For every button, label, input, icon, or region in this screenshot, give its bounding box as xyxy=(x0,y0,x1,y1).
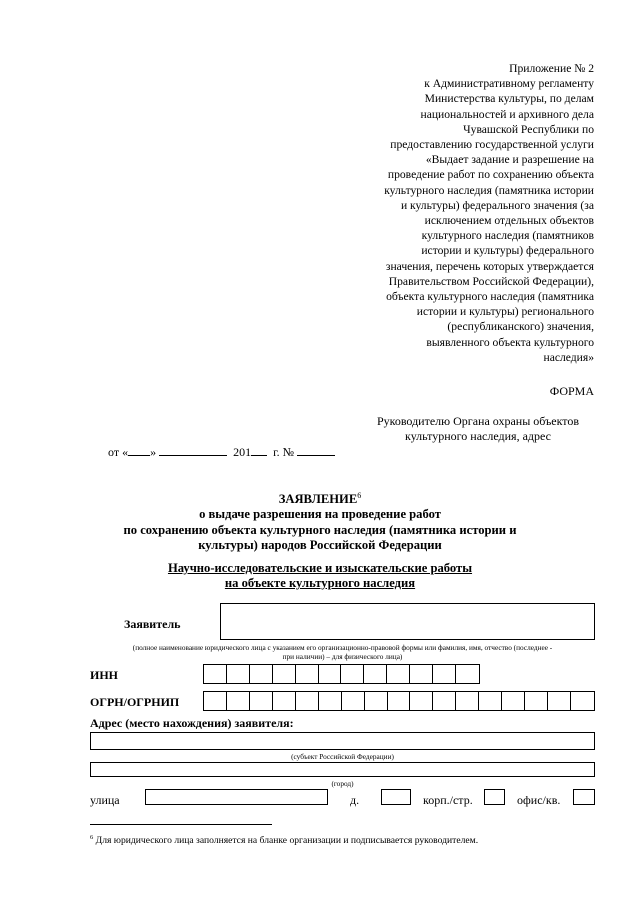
inn-cell-2[interactable] xyxy=(227,665,250,683)
address-label: Адрес (место нахождения) заявителя: xyxy=(90,716,294,730)
house-field[interactable] xyxy=(381,789,411,805)
addressee-line-1: Руководителю Органа охраны объектов xyxy=(376,414,580,428)
inn-cell-11[interactable] xyxy=(433,665,456,683)
ogrn-cell-16[interactable] xyxy=(548,692,571,710)
ogrn-cell-7[interactable] xyxy=(342,692,365,710)
appendix-line-20: наследия» xyxy=(543,350,594,364)
addressee-line-2: культурного наследия, адрес xyxy=(405,429,551,443)
title-line-1: о выдаче разрешения на проведение работ xyxy=(199,507,441,522)
house-label: д. xyxy=(350,793,360,807)
city-field[interactable] xyxy=(90,762,595,777)
subtitle-line-2: на объекте культурного наследия xyxy=(224,576,416,591)
inn-cell-9[interactable] xyxy=(387,665,410,683)
inn-cell-10[interactable] xyxy=(410,665,433,683)
ogrn-cell-3[interactable] xyxy=(250,692,273,710)
inn-cell-4[interactable] xyxy=(273,665,296,683)
addressee-block xyxy=(360,414,596,444)
year-prefix: 201 xyxy=(233,445,252,459)
subtitle-line-1: Научно-исследовательские и изыскательские работы xyxy=(167,561,473,575)
inn-cell-12[interactable] xyxy=(456,665,479,683)
inn-label: ИНН xyxy=(90,668,119,682)
appendix-line-17: истории и культуры) регионального xyxy=(416,305,594,319)
city-hint: (город) xyxy=(331,779,354,788)
appendix-line-5: Чувашской Республики по xyxy=(463,122,594,136)
appendix-line-1: Приложение № 2 xyxy=(509,62,594,75)
applicant-hint-1: (полное наименование юридического лица с указанием его организационно-правовой формы или фамилия, имя, отчество (последнее - xyxy=(132,643,553,652)
ogrn-cell-5[interactable] xyxy=(296,692,319,710)
ogrn-cell-1[interactable] xyxy=(204,692,227,710)
ogrn-cells[interactable] xyxy=(203,691,595,711)
ogrn-label: ОГРН/ОГРНИП xyxy=(90,695,180,709)
inn-cell-6[interactable] xyxy=(319,665,342,683)
document-title xyxy=(60,488,580,554)
date-number-line xyxy=(108,444,335,460)
inn-cell-5[interactable] xyxy=(296,665,319,683)
appendix-line-11: исключением отдельных объектов xyxy=(424,214,594,228)
applicant-field[interactable] xyxy=(220,603,595,640)
appendix-line-13: истории и культуры) федерального xyxy=(421,244,594,258)
ogrn-cell-4[interactable] xyxy=(273,692,296,710)
title-heading: ЗАЯВЛЕНИЕ xyxy=(278,492,358,506)
title-line-3: культуры) народов Российской Федерации xyxy=(198,538,442,553)
appendix-line-8: проведение работ по сохранению объекта xyxy=(387,168,594,182)
applicant-hint-2: при наличии) – для физического лица) xyxy=(282,652,403,661)
appendix-line-19: выявленного объекта культурного xyxy=(426,335,594,349)
inn-cell-1[interactable] xyxy=(204,665,227,683)
inn-cell-7[interactable] xyxy=(341,665,364,683)
footnote-mark: 6 xyxy=(90,834,94,841)
appendix-line-7: «Выдает задание и разрешение на xyxy=(425,153,594,167)
appendix-line-15: Правительством Российской Федерации), xyxy=(388,274,594,288)
ogrn-cell-15[interactable] xyxy=(525,692,548,710)
ogrn-cell-14[interactable] xyxy=(502,692,525,710)
appendix-line-9: культурного наследия (памятника истории xyxy=(384,183,594,197)
ogrn-cell-13[interactable] xyxy=(479,692,502,710)
appendix-line-14: значения, перечень которых утверждается xyxy=(385,259,594,273)
date-quote-close: » xyxy=(150,445,157,459)
appendix-line-16: объекта культурного наследия (памятника xyxy=(386,290,594,304)
month-blank[interactable] xyxy=(159,444,227,456)
appendix-header xyxy=(324,61,594,365)
footnote-text: Для юридического лица заполняется на бланке организации и подписывается руководителем. xyxy=(93,835,479,846)
appendix-line-6: предоставлению государственной услуги xyxy=(390,138,594,152)
appendix-line-18: (республиканского) значения, xyxy=(447,320,594,334)
ogrn-cell-8[interactable] xyxy=(365,692,388,710)
title-line-2: по сохранению объекта культурного наследия (памятника истории и xyxy=(123,522,517,537)
inn-cells[interactable] xyxy=(203,664,480,684)
street-field[interactable] xyxy=(145,789,328,805)
office-label: офис/кв. xyxy=(517,793,561,807)
appendix-line-4: национальностей и архивного дела xyxy=(420,107,594,121)
subject-hint: (субъект Российской Федерации) xyxy=(291,752,394,761)
title-footnote-mark: 6 xyxy=(357,491,362,500)
ogrn-cell-9[interactable] xyxy=(388,692,411,710)
footnote xyxy=(90,832,478,847)
inn-cell-3[interactable] xyxy=(250,665,273,683)
number-blank[interactable] xyxy=(297,444,335,456)
ogrn-cell-17[interactable] xyxy=(571,692,594,710)
year-number-label: г. № xyxy=(273,445,295,459)
work-type-subtitle xyxy=(60,561,580,592)
applicant-label: Заявитель xyxy=(124,617,181,631)
street-label: улица xyxy=(90,793,120,807)
office-field[interactable] xyxy=(573,789,595,805)
ogrn-cell-6[interactable] xyxy=(319,692,342,710)
building-label: корп./стр. xyxy=(423,793,473,807)
date-from-label: от « xyxy=(108,445,129,459)
appendix-line-3: Министерства культуры, по делам xyxy=(424,92,594,106)
ogrn-cell-10[interactable] xyxy=(410,692,433,710)
ogrn-cell-2[interactable] xyxy=(227,692,250,710)
form-label: ФОРМА xyxy=(549,384,594,398)
footnote-separator xyxy=(90,824,272,825)
appendix-line-12: культурного наследия (памятников xyxy=(421,229,594,243)
ogrn-cell-11[interactable] xyxy=(433,692,456,710)
subject-field[interactable] xyxy=(90,732,595,750)
appendix-line-2: к Административному регламенту xyxy=(424,77,594,91)
building-field[interactable] xyxy=(484,789,505,805)
ogrn-cell-12[interactable] xyxy=(456,692,479,710)
day-blank[interactable] xyxy=(128,444,150,456)
inn-cell-8[interactable] xyxy=(364,665,387,683)
year-blank[interactable] xyxy=(251,444,267,456)
appendix-line-10: и культуры) федерального значения (за xyxy=(400,198,594,212)
